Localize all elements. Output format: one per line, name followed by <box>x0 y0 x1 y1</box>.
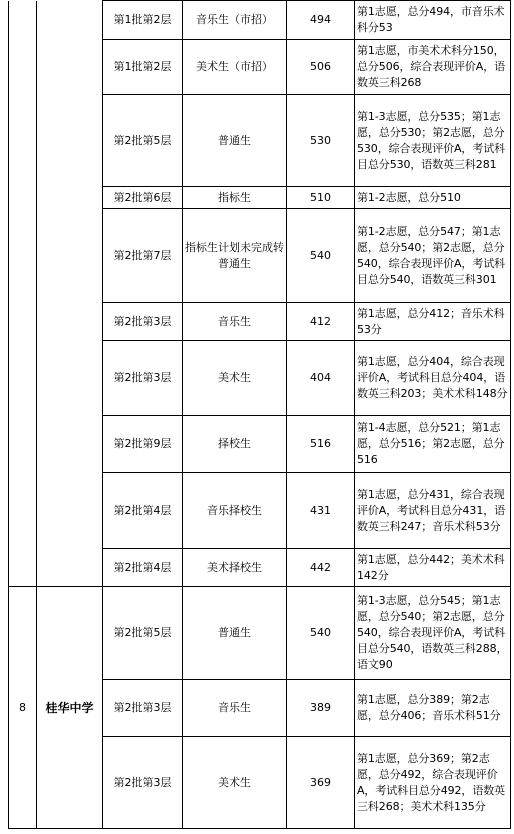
batch-cell: 第2批第4层 <box>103 549 183 587</box>
type-cell: 美术生（市招） <box>183 40 287 95</box>
batch-cell: 第2批第9层 <box>103 416 183 473</box>
table-row <box>9 587 511 680</box>
index-cell: 8 <box>9 587 37 829</box>
type-cell: 美术生 <box>183 737 287 829</box>
batch-cell: 第2批第3层 <box>103 737 183 829</box>
note-cell: 第1-3志愿，总分545；第1志愿，总分540；第2志愿，总分540，综合表现评价A，考试科目总分540，语数英三科288，语文90 <box>355 587 511 680</box>
type-cell: 普通生 <box>183 95 287 187</box>
type-cell: 音乐择校生 <box>183 473 287 549</box>
score-cell: 494 <box>287 1 355 40</box>
type-cell: 择校生 <box>183 416 287 473</box>
score-cell: 389 <box>287 680 355 737</box>
note-cell: 第1志愿，市美术术科分150，总分506，综合表现评价A，语数英三科268 <box>355 40 511 95</box>
note-cell: 第1志愿，总分404，综合表现评价A，考试科目总分404，语数英三科203；美术术科148分 <box>355 341 511 416</box>
batch-cell: 第2批第4层 <box>103 473 183 549</box>
note-cell: 第1-2志愿，总分510 <box>355 187 511 209</box>
note-cell: 第1志愿，总分431，综合表现评价A，考试科目总分431，语数英三科247；音乐术科53分 <box>355 473 511 549</box>
score-cell: 431 <box>287 473 355 549</box>
batch-cell: 第2批第3层 <box>103 341 183 416</box>
score-cell: 540 <box>287 587 355 680</box>
school-name: 桂华中学 <box>37 587 103 829</box>
batch-cell: 第2批第5层 <box>103 95 183 187</box>
index-cell <box>9 1 37 587</box>
batch-cell: 第1批第2层 <box>103 40 183 95</box>
score-cell: 516 <box>287 416 355 473</box>
type-cell: 美术生 <box>183 341 287 416</box>
note-cell: 第1-4志愿，总分521；第1志愿，总分516；第2志愿，总分516 <box>355 416 511 473</box>
note-cell: 第1-3志愿，总分535；第1志愿，总分530；第2志愿，总分530，综合表现评价A，考试科目总分530，语数英三科281 <box>355 95 511 187</box>
note-cell: 第1志愿，总分442；美术术科142分 <box>355 549 511 587</box>
score-cell: 510 <box>287 187 355 209</box>
school-cell <box>37 1 103 587</box>
score-cell: 404 <box>287 341 355 416</box>
batch-cell: 第2批第3层 <box>103 680 183 737</box>
batch-cell: 第2批第3层 <box>103 303 183 341</box>
note-cell: 第1-2志愿，总分547；第1志愿，总分540；第2志愿，总分540，综合表现评价A，考试科目总分540，语数英三科301 <box>355 209 511 303</box>
type-cell: 美术择校生 <box>183 549 287 587</box>
batch-cell: 第2批第6层 <box>103 187 183 209</box>
type-cell: 普通生 <box>183 587 287 680</box>
type-cell: 音乐生 <box>183 680 287 737</box>
note-cell: 第1志愿，总分369；第2志愿，总分492，综合表现评价A，考试科目总分492，语数英三科268；美术术科135分 <box>355 737 511 829</box>
note-cell: 第1志愿，总分412；音乐术科53分 <box>355 303 511 341</box>
type-cell: 音乐生（市招） <box>183 1 287 40</box>
batch-cell: 第2批第7层 <box>103 209 183 303</box>
score-cell: 442 <box>287 549 355 587</box>
type-cell: 指标生 <box>183 187 287 209</box>
type-cell: 指标生计划未完成转普通生 <box>183 209 287 303</box>
table-row <box>9 1 511 40</box>
score-cell: 530 <box>287 95 355 187</box>
batch-cell: 第1批第2层 <box>103 1 183 40</box>
type-cell: 音乐生 <box>183 303 287 341</box>
score-cell: 369 <box>287 737 355 829</box>
admission-table <box>8 0 511 829</box>
batch-cell: 第2批第5层 <box>103 587 183 680</box>
score-cell: 540 <box>287 209 355 303</box>
score-cell: 412 <box>287 303 355 341</box>
score-cell: 506 <box>287 40 355 95</box>
note-cell: 第1志愿，总分389；第2志愿，总分406；音乐术科51分 <box>355 680 511 737</box>
note-cell: 第1志愿，总分494，市音乐术科分53 <box>355 1 511 40</box>
